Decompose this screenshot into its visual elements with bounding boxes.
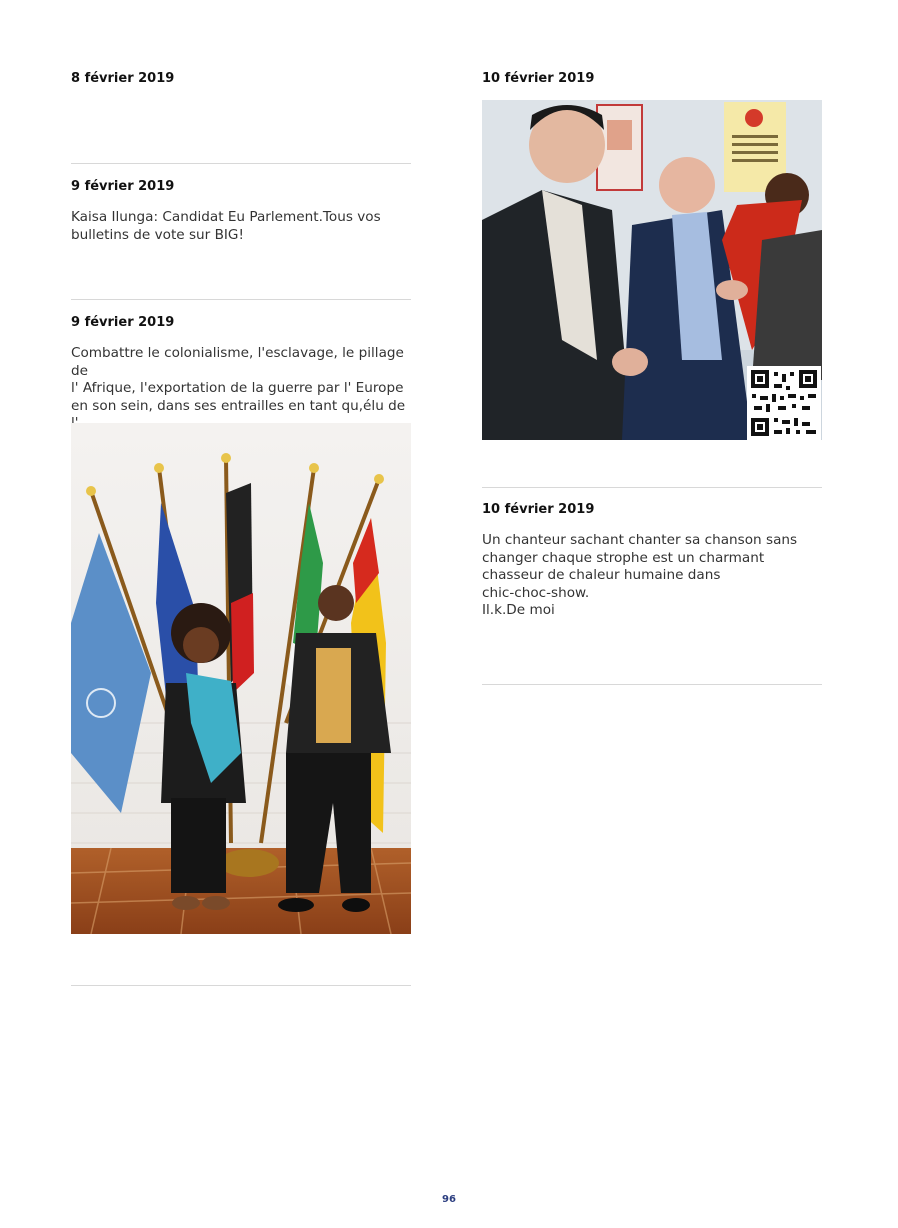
post-text-line: l' Afrique, l'exportation de la guerre par l' Europe bbox=[71, 380, 404, 396]
photo-group-men-qr bbox=[482, 100, 822, 440]
post-text-line: Combattre le colonialisme, l'esclavage, le pillage de bbox=[71, 345, 404, 379]
post-date: 10 février 2019 bbox=[482, 71, 595, 86]
post-date: 8 février 2019 bbox=[71, 71, 175, 86]
post-divider bbox=[71, 985, 411, 986]
post-text-line: Il.k.De moi bbox=[482, 602, 555, 618]
post-text-line: Un chanteur sachant chanter sa chanson sans bbox=[482, 532, 798, 548]
post-date: 10 février 2019 bbox=[482, 502, 595, 517]
post-divider bbox=[71, 163, 411, 164]
post-date: 9 février 2019 bbox=[71, 315, 175, 330]
post-text-line: en son sein, dans ses entrailles en tant qu,élu de bbox=[71, 397, 406, 414]
post-text-line: changer chaque strophe est un charmant bbox=[482, 549, 765, 566]
photo-flags-couple bbox=[71, 423, 411, 934]
post-text-line: bulletins de vote sur BIG! bbox=[71, 226, 244, 243]
post-text-line: chic-choc-show. bbox=[482, 584, 590, 601]
post-date: 9 février 2019 bbox=[71, 179, 175, 194]
post-text-line: chasseur de chaleur humaine dans bbox=[482, 567, 721, 583]
post-text bbox=[482, 532, 827, 620]
post-text-line: Kaisa Ilunga: Candidat Eu Parlement.Tous vos bbox=[71, 209, 381, 225]
post-text bbox=[71, 209, 416, 244]
page-number: 96 bbox=[442, 1194, 456, 1205]
post-divider bbox=[71, 299, 411, 300]
post-divider bbox=[482, 487, 822, 488]
post-divider bbox=[482, 684, 822, 685]
